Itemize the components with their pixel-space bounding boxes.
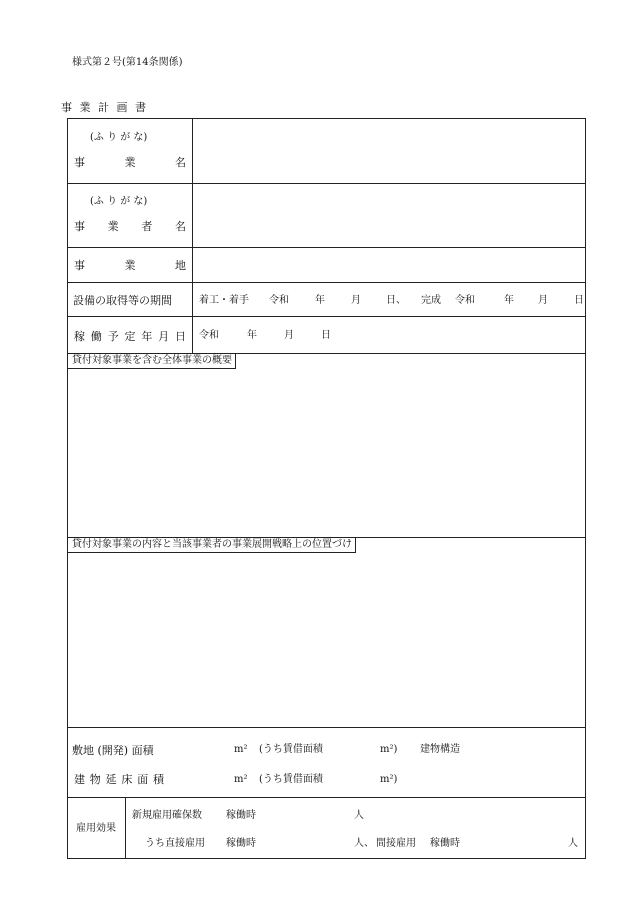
operator-name-field[interactable] bbox=[194, 185, 582, 245]
end-label: 完成 bbox=[421, 295, 441, 306]
direct-employment-unit: 人、 bbox=[354, 838, 374, 849]
acquisition-period-label: 設備の取得等の期間 bbox=[73, 294, 172, 307]
direct-employment-when: 稼働時 bbox=[226, 838, 256, 849]
business-site-label: 事 業 地 bbox=[74, 259, 186, 272]
furigana-label-2: (ふ り が な) bbox=[90, 196, 148, 207]
operation-day: 日 bbox=[321, 330, 331, 341]
business-name-field[interactable] bbox=[194, 121, 582, 181]
start-year: 年 bbox=[315, 295, 325, 306]
floor-lease-unit: m²) bbox=[380, 774, 398, 785]
indirect-employment-when: 稼働時 bbox=[430, 838, 460, 849]
site-area-unit: m² bbox=[234, 744, 248, 755]
floor-lease-label: (うち賃借面積 bbox=[259, 774, 323, 785]
end-era: 令和 bbox=[455, 295, 475, 306]
overview-tab-label: 貸付対象事業を含む全体事業の概要 bbox=[68, 354, 236, 369]
business-site-field[interactable] bbox=[194, 249, 582, 281]
site-area-label: 敷地 (開発) 面積 bbox=[72, 744, 154, 757]
floor-area-label: 建 物 延 床 面 積 bbox=[74, 773, 164, 786]
business-name-label: 事 業 名 bbox=[74, 156, 186, 169]
form-number: 様式第２号(第14条関係) bbox=[72, 57, 183, 68]
operation-month: 月 bbox=[284, 330, 294, 341]
business-plan-form bbox=[67, 118, 586, 859]
site-lease-label: (うち賃借面積 bbox=[259, 744, 323, 755]
end-month: 月 bbox=[538, 295, 548, 306]
overview-field[interactable] bbox=[70, 373, 583, 533]
end-year: 年 bbox=[504, 295, 514, 306]
floor-area-unit: m² bbox=[234, 774, 248, 785]
site-lease-unit: m²) bbox=[380, 744, 398, 755]
end-day: 日 bbox=[574, 295, 584, 306]
operation-date-label: 稼 働 予 定 年 月 日 bbox=[74, 330, 186, 343]
building-structure-label: 建物構造 bbox=[420, 744, 460, 755]
new-jobs-label: 新規雇用確保数 bbox=[132, 810, 202, 821]
document-title: 事 業 計 画 書 bbox=[61, 101, 148, 114]
indirect-employment-unit: 人 bbox=[568, 838, 578, 849]
operation-year: 年 bbox=[247, 330, 257, 341]
start-era: 令和 bbox=[269, 295, 289, 306]
employment-label: 雇用効果 bbox=[76, 823, 116, 834]
positioning-field[interactable] bbox=[70, 557, 583, 723]
start-label: 着工・着手 bbox=[199, 295, 249, 306]
indirect-employment-label: 間接雇用 bbox=[376, 838, 416, 849]
operation-era: 令和 bbox=[199, 330, 219, 341]
start-month: 月 bbox=[351, 295, 361, 306]
furigana-label: (ふ り が な) bbox=[90, 132, 148, 143]
new-jobs-when: 稼働時 bbox=[226, 810, 256, 821]
new-jobs-unit: 人 bbox=[354, 810, 364, 821]
start-day: 日、 bbox=[386, 295, 406, 306]
positioning-tab-label: 貸付対象事業の内容と当該事業者の事業展開戦略上の位置づけ bbox=[68, 538, 356, 553]
operator-name-label: 事 業 者 名 bbox=[74, 220, 186, 233]
direct-employment-label: うち直接雇用 bbox=[145, 838, 205, 849]
